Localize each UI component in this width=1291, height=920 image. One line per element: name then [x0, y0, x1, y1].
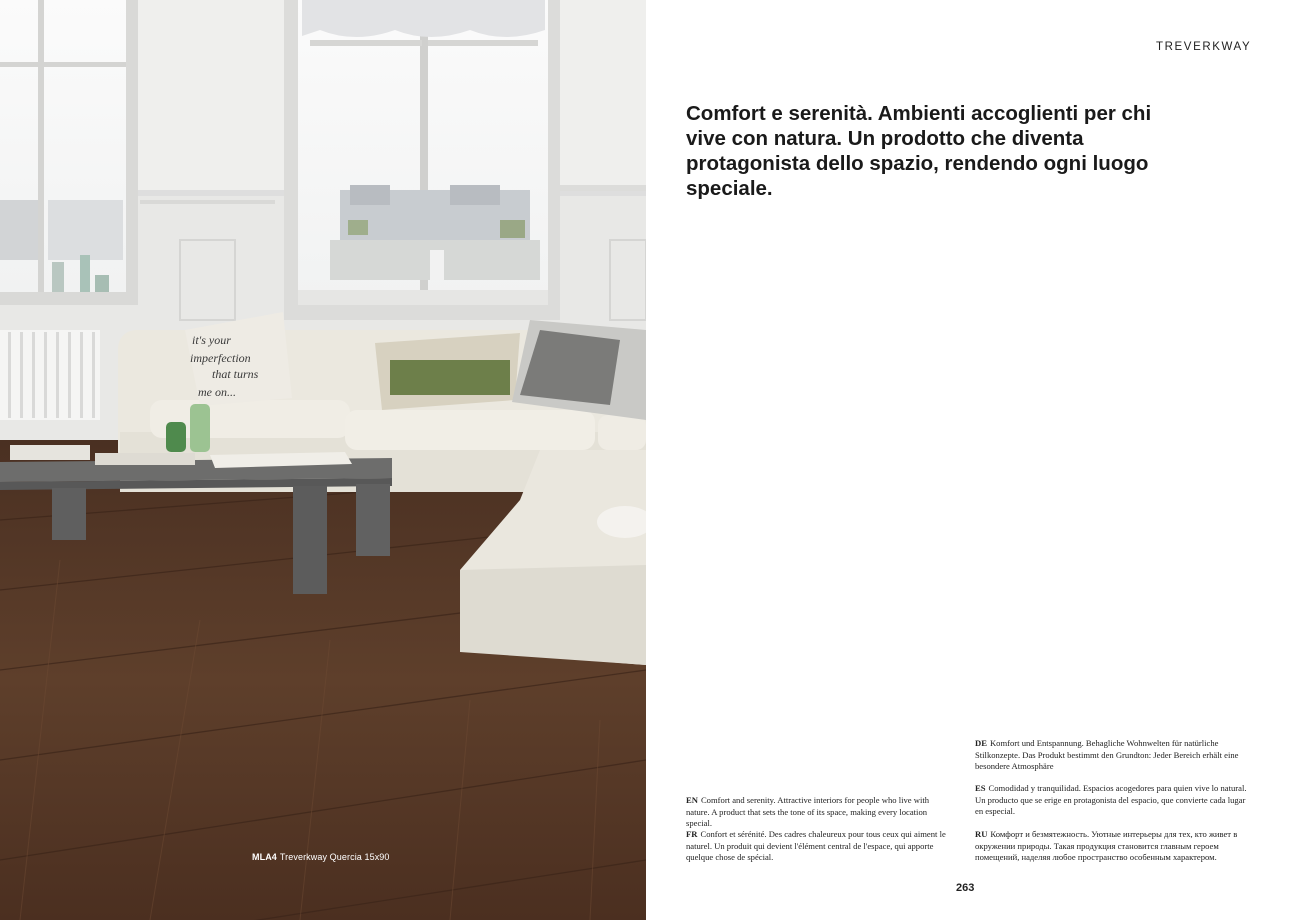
translation-text-en: Comfort and serenity. Attractive interiors for people who live with nature. A product that sets the tone of its space, making every location special.: [686, 795, 930, 829]
product-code: MLA4: [252, 852, 277, 862]
translation-text-ru: Комфорт и безмятежность. Уютные интерьеры для тех, кто живет в окружении природы. Такая продукция становится главным героем помещений, наделяя любое пространство особенным характером.: [975, 829, 1238, 863]
page-number: 263: [956, 882, 975, 894]
translation-text-es: Comodidad y tranquilidad. Espacios acogedores para quien vive lo natural. Un producto que se erige en protagonista del espacio, que convierte cada lugar en especial.: [975, 783, 1247, 817]
translation-en: [686, 795, 954, 830]
lang-code-es: ES: [975, 783, 986, 793]
lang-code-de: DE: [975, 738, 987, 748]
pillow-line-3: that turns: [212, 367, 259, 381]
translation-es: [975, 783, 1251, 818]
translation-text-de: Komfort und Entspannung. Behagliche Wohnwelten für natürliche Stilkonzepte. Das Produkt bestimmt den Grundton: Jeder Bereich erhält eine besondere Atmosphäre: [975, 738, 1239, 772]
pillow-line-1: it's your: [192, 333, 231, 347]
brand-name: TREVERKWAY: [1156, 41, 1252, 53]
pillow-line-4: me on...: [198, 385, 236, 399]
translation-ru: [975, 829, 1251, 864]
product-name: Treverkway Quercia 15x90: [279, 852, 390, 862]
lang-code-fr: FR: [686, 829, 698, 839]
translation-text-fr: Confort et sérénité. Des cadres chaleureux pour tous ceux qui aiment le naturel. Un produit qui devient l'élément central de l'espace, qui apporte quelque chose de spécial.: [686, 829, 946, 863]
translation-de: [975, 738, 1251, 773]
pillow-line-2: imperfection: [190, 351, 251, 365]
lang-code-ru: RU: [975, 829, 988, 839]
photo-caption: [252, 852, 390, 862]
translation-fr: [686, 829, 954, 864]
lang-code-en: EN: [686, 795, 698, 805]
headline: Comfort e serenità. Ambienti accoglienti per chi vive con natura. Un prodotto che diventa protagonista dello spazio, rendendo ogni luogo speciale.: [686, 102, 1152, 200]
